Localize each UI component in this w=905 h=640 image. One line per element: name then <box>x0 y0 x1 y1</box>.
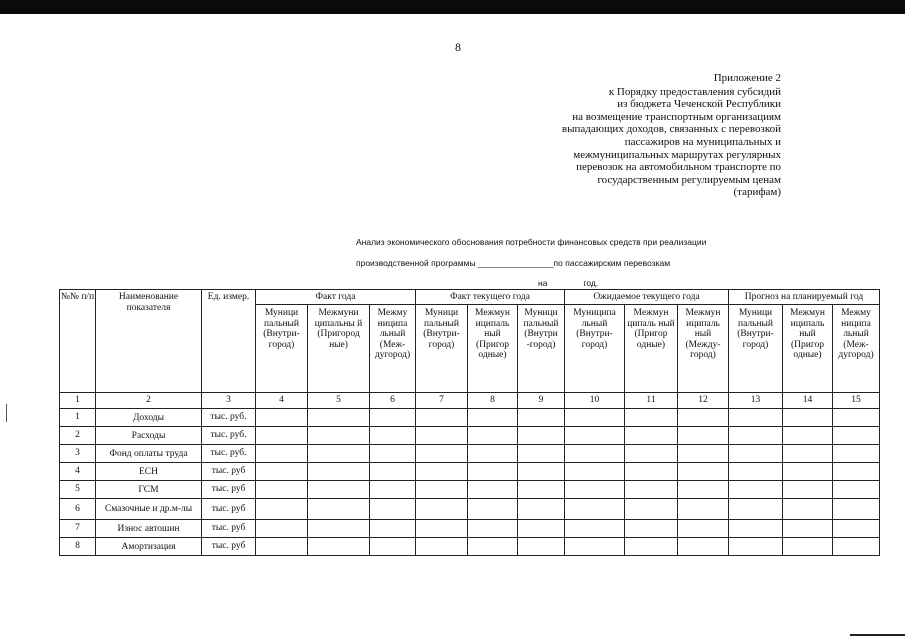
value-cell <box>518 481 565 499</box>
sub-header: Межмун ципаль ный (Пригор одные) <box>625 305 678 393</box>
sub-header: Муници пальный (Внутри-город) <box>256 305 308 393</box>
appendix-title: Приложение 2 <box>713 72 781 84</box>
value-cell <box>256 499 308 520</box>
value-cell <box>678 499 729 520</box>
row-num: 6 <box>60 499 96 520</box>
table-row <box>60 427 880 445</box>
col-number: 1 <box>60 393 96 409</box>
corner-line <box>850 634 905 636</box>
value-cell <box>370 427 416 445</box>
value-cell <box>416 538 468 556</box>
sub-header: Межмун иципаль ный (Пригор одные) <box>468 305 518 393</box>
header-row-groups <box>60 290 880 305</box>
value-cell <box>729 481 783 499</box>
value-cell <box>678 427 729 445</box>
row-unit: тыс. руб. <box>202 445 256 463</box>
value-cell <box>416 409 468 427</box>
col-number: 11 <box>625 393 678 409</box>
row-name: Фонд оплаты труда <box>96 445 202 463</box>
group-fact-year: Факт года <box>256 290 416 305</box>
col-number: 10 <box>565 393 625 409</box>
value-cell <box>518 538 565 556</box>
value-cell <box>256 409 308 427</box>
value-cell <box>468 409 518 427</box>
sub-header: Межму ниципа льный (Меж-дугород) <box>833 305 880 393</box>
col-number: 12 <box>678 393 729 409</box>
caption-god: год. <box>583 278 599 288</box>
row-name: Смазочные и др.м-лы <box>96 499 202 520</box>
row-name: Амортизация <box>96 538 202 556</box>
sub-header: Межму ниципа льный (Меж-дугород) <box>370 305 416 393</box>
value-cell <box>308 463 370 481</box>
row-name: Доходы <box>96 409 202 427</box>
table-row <box>60 481 880 499</box>
row-name: ЕСН <box>96 463 202 481</box>
value-cell <box>565 445 625 463</box>
page-number: 8 <box>455 40 461 54</box>
value-cell <box>370 520 416 538</box>
table-row <box>60 520 880 538</box>
table-caption-line1: Анализ экономического обоснования потребности финансовых средств при реализации <box>356 237 707 247</box>
value-cell <box>518 409 565 427</box>
value-cell <box>783 427 833 445</box>
row-name: Износ автошин <box>96 520 202 538</box>
value-cell <box>625 463 678 481</box>
top-border <box>0 0 905 14</box>
value-cell <box>308 409 370 427</box>
value-cell <box>625 499 678 520</box>
value-cell <box>565 520 625 538</box>
value-cell <box>256 445 308 463</box>
value-cell <box>565 427 625 445</box>
value-cell <box>468 499 518 520</box>
row-num: 3 <box>60 445 96 463</box>
value-cell <box>678 481 729 499</box>
appendix-line: пассажиров на муниципальных и <box>624 135 781 148</box>
value-cell <box>729 445 783 463</box>
value-cell <box>833 520 880 538</box>
column-number-row <box>60 393 880 409</box>
value-cell <box>256 538 308 556</box>
value-cell <box>783 481 833 499</box>
col-number: 7 <box>416 393 468 409</box>
value-cell <box>370 463 416 481</box>
value-cell <box>256 520 308 538</box>
value-cell <box>308 481 370 499</box>
table-row <box>60 499 880 520</box>
value-cell <box>565 463 625 481</box>
col-number: 9 <box>518 393 565 409</box>
analysis-table <box>59 289 880 556</box>
value-cell <box>833 427 880 445</box>
sub-header: Муници пальный (Внутри-город) <box>729 305 783 393</box>
row-unit: тыс. руб. <box>202 409 256 427</box>
value-cell <box>729 499 783 520</box>
value-cell <box>783 463 833 481</box>
sub-header: Межмуни ципальны й (Пригород ные) <box>308 305 370 393</box>
value-cell <box>625 409 678 427</box>
value-cell <box>833 538 880 556</box>
value-cell <box>565 409 625 427</box>
value-cell <box>256 463 308 481</box>
caption-na: на <box>538 278 548 288</box>
value-cell <box>833 445 880 463</box>
value-cell <box>729 538 783 556</box>
value-cell <box>625 481 678 499</box>
group-fact-current-year: Факт текущего года <box>416 290 565 305</box>
row-name: Расходы <box>96 427 202 445</box>
value-cell <box>678 520 729 538</box>
value-cell <box>678 445 729 463</box>
value-cell <box>308 520 370 538</box>
sub-header: Муници пальный (Внутри -город) <box>518 305 565 393</box>
value-cell <box>308 499 370 520</box>
table-row <box>60 463 880 481</box>
value-cell <box>783 520 833 538</box>
row-unit: тыс. руб <box>202 520 256 538</box>
value-cell <box>468 481 518 499</box>
value-cell <box>625 445 678 463</box>
value-cell <box>783 409 833 427</box>
sub-header: Межмун иципаль ный (Пригор одные) <box>783 305 833 393</box>
col-number: 15 <box>833 393 880 409</box>
group-expected-current-year: Ожидаемое текущего года <box>565 290 729 305</box>
value-cell <box>833 499 880 520</box>
appendix-line: к Порядку предоставления субсидий <box>608 85 781 98</box>
value-cell <box>308 427 370 445</box>
value-cell <box>678 538 729 556</box>
value-cell <box>370 481 416 499</box>
appendix-line: (тарифам) <box>733 186 781 199</box>
value-cell <box>416 481 468 499</box>
table-row <box>60 409 880 427</box>
value-cell <box>416 499 468 520</box>
col-number: 2 <box>96 393 202 409</box>
col-number: 13 <box>729 393 783 409</box>
sub-header: Муниципа льный (Внутри-город) <box>565 305 625 393</box>
value-cell <box>625 538 678 556</box>
value-cell <box>518 445 565 463</box>
group-forecast-planned-year: Прогноз на планируемый год <box>729 290 880 305</box>
appendix-line: государственным регулируемым ценам <box>597 173 781 186</box>
row-num: 4 <box>60 463 96 481</box>
appendix-header <box>451 72 781 199</box>
value-cell <box>370 409 416 427</box>
table-row <box>60 445 880 463</box>
value-cell <box>729 427 783 445</box>
value-cell <box>729 409 783 427</box>
value-cell <box>468 538 518 556</box>
value-cell <box>565 538 625 556</box>
value-cell <box>256 481 308 499</box>
value-cell <box>625 427 678 445</box>
row-num: 5 <box>60 481 96 499</box>
value-cell <box>678 463 729 481</box>
col-number: 4 <box>256 393 308 409</box>
value-cell <box>625 520 678 538</box>
value-cell <box>416 427 468 445</box>
value-cell <box>370 499 416 520</box>
appendix-line: выпадающих доходов, связанных с перевозкой <box>561 123 781 136</box>
sub-header: Межмун иципаль ный (Между-город) <box>678 305 729 393</box>
row-unit: тыс. руб <box>202 499 256 520</box>
col-header-num: №№ п/п <box>60 290 96 393</box>
value-cell <box>833 463 880 481</box>
row-unit: тыс. руб. <box>202 427 256 445</box>
value-cell <box>518 427 565 445</box>
value-cell <box>308 445 370 463</box>
col-number: 3 <box>202 393 256 409</box>
value-cell <box>416 520 468 538</box>
col-header-name: Наименование показателя <box>96 290 202 393</box>
col-number: 5 <box>308 393 370 409</box>
row-num: 7 <box>60 520 96 538</box>
value-cell <box>783 445 833 463</box>
value-cell <box>308 538 370 556</box>
value-cell <box>783 499 833 520</box>
value-cell <box>729 463 783 481</box>
row-num: 2 <box>60 427 96 445</box>
table-row <box>60 538 880 556</box>
value-cell <box>468 463 518 481</box>
col-number: 14 <box>783 393 833 409</box>
value-cell <box>678 409 729 427</box>
appendix-line: из бюджета Чеченской Республики <box>617 98 781 111</box>
row-unit: тыс. руб <box>202 538 256 556</box>
row-num: 1 <box>60 409 96 427</box>
appendix-line: межмуниципальных маршрутах регулярных <box>573 148 781 161</box>
table-caption-line3 <box>538 278 634 288</box>
value-cell <box>468 445 518 463</box>
value-cell <box>833 409 880 427</box>
value-cell <box>468 427 518 445</box>
value-cell <box>729 520 783 538</box>
value-cell <box>518 499 565 520</box>
row-unit: тыс. руб <box>202 463 256 481</box>
row-num: 8 <box>60 538 96 556</box>
margin-mark <box>6 404 7 422</box>
value-cell <box>833 481 880 499</box>
value-cell <box>565 499 625 520</box>
value-cell <box>370 538 416 556</box>
value-cell <box>370 445 416 463</box>
value-cell <box>256 427 308 445</box>
row-unit: тыс. руб <box>202 481 256 499</box>
value-cell <box>565 481 625 499</box>
table-caption-line2: производственной программы ________________по пассажирским перевозкам <box>356 258 671 268</box>
col-number: 6 <box>370 393 416 409</box>
value-cell <box>783 538 833 556</box>
value-cell <box>416 445 468 463</box>
col-header-unit: Ед. измер. <box>202 290 256 393</box>
value-cell <box>518 520 565 538</box>
value-cell <box>468 520 518 538</box>
col-number: 8 <box>468 393 518 409</box>
value-cell <box>416 463 468 481</box>
value-cell <box>518 463 565 481</box>
sub-header: Муници пальный (Внутри-город) <box>416 305 468 393</box>
row-name: ГСМ <box>96 481 202 499</box>
appendix-line: на возмещение транспортным организациям <box>572 110 781 123</box>
appendix-line: перевозок на автомобильном транспорте по <box>576 161 781 174</box>
